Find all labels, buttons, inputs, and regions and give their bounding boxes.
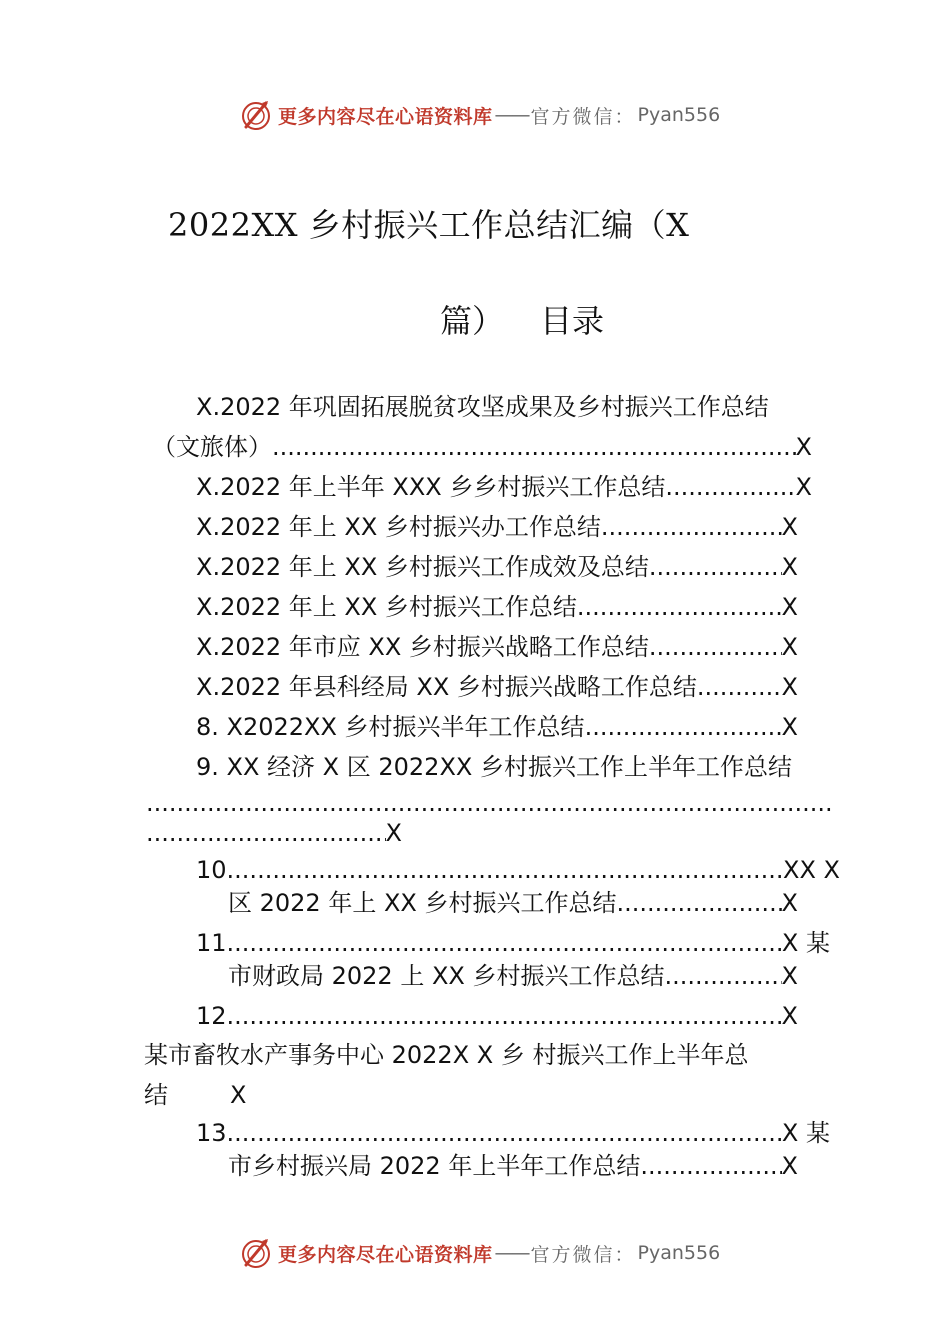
toc-entry-number: 11 <box>196 929 227 957</box>
toc-entry-8[interactable] <box>196 710 798 744</box>
toc-entry-2[interactable] <box>196 470 812 504</box>
toc-entry-1-subtitle: （文旅体） <box>152 433 272 461</box>
toc-entry-3[interactable] <box>196 510 798 544</box>
toc-leader-dots <box>664 959 781 993</box>
toc-entry-1-title: X.2022 年巩固拓展脱贫攻坚成果及乡村振兴工作总结 <box>196 393 769 421</box>
toc-page-number: X <box>781 889 798 917</box>
toc-page-number: X <box>795 433 812 461</box>
toc-leader-dots <box>585 710 782 744</box>
toc-entry-7[interactable] <box>196 670 798 704</box>
toc-entry-12-title: 某市畜牧水产事务中心 2022X X 乡 村振兴工作上半年总 <box>144 1041 749 1069</box>
toc-entry-text: X.2022 年上半年 XXX 乡乡村振兴工作总结 <box>196 473 666 501</box>
toc-leader-dots <box>665 470 795 504</box>
toc-entry-12-title-end <box>144 1078 246 1112</box>
toc-entry-text: 市乡村振兴局 2022 年上半年工作总结 <box>228 1152 641 1180</box>
toc-entry-text: 市财政局 2022 上 XX 乡村振兴工作总结 <box>228 962 665 990</box>
toc-entry-tail: XX X <box>783 856 840 884</box>
toc-entry-text: X.2022 年上 XX 乡村振兴工作成效及总结 <box>196 553 649 581</box>
toc-entry-12-number-row[interactable] <box>196 999 798 1033</box>
toc-entry-text: 8. X2022XX 乡村振兴半年工作总结 <box>196 713 585 741</box>
toc-entry-tail: X <box>781 1002 798 1030</box>
toc-entry-1[interactable] <box>152 430 812 464</box>
toc-leader-dots <box>577 590 782 624</box>
toc-page-number: X <box>781 673 798 701</box>
toc-entry-number: 13 <box>196 1119 227 1147</box>
toc-entry-9-leader-row <box>146 786 832 820</box>
toc-page-number: X <box>781 713 798 741</box>
bottom-banner <box>0 1233 950 1273</box>
toc-entry-text: X.2022 年市应 XX 乡村振兴战略工作总结 <box>196 633 649 661</box>
toc-leader-dots <box>146 816 386 850</box>
toc-entry-text: X.2022 年上 XX 乡村振兴办工作总结 <box>196 513 601 541</box>
toc-entry-text: 区 2022 年上 XX 乡村振兴工作总结 <box>228 889 617 917</box>
toc-page-number: X <box>781 593 798 621</box>
toc-entry-6[interactable] <box>196 630 798 664</box>
toc-entry-5[interactable] <box>196 590 798 624</box>
toc-entry-tail: X 某 <box>781 929 830 957</box>
toc-entry-number: 12 <box>196 1002 227 1030</box>
toc-page-number: X <box>781 633 798 661</box>
toc-leader-dots <box>272 430 796 464</box>
toc-leader-dots <box>227 1116 782 1150</box>
toc-entry-text: X.2022 年上 XX 乡村振兴工作总结 <box>196 593 577 621</box>
toc-leader-dots <box>649 550 782 584</box>
title-pian: 篇） <box>440 302 505 340</box>
toc-entry-13-number-row[interactable] <box>196 1116 830 1150</box>
banner-wechat-label: 官方微信： <box>530 105 636 128</box>
banner-dash: —— <box>494 1242 529 1264</box>
toc-leader-dots <box>146 786 832 820</box>
toc-leader-dots <box>649 630 782 664</box>
toc-leader-dots <box>697 670 782 704</box>
brand-logo-icon <box>238 1235 274 1271</box>
banner-wechat-id: Pyan556 <box>637 1242 721 1264</box>
toc-leader-dots <box>640 1149 781 1183</box>
document-title-line1: 2022XX 乡村振兴工作总结汇编（X <box>168 206 690 244</box>
toc-leader-dots <box>616 886 781 920</box>
toc-leader-dots <box>227 853 784 887</box>
toc-leader-dots <box>227 926 782 960</box>
toc-entry-4[interactable] <box>196 550 798 584</box>
banner-brand-text: 更多内容尽在心语资料库 <box>278 1243 493 1266</box>
toc-entry-9[interactable] <box>146 816 402 850</box>
toc-entry-13[interactable] <box>228 1149 798 1183</box>
toc-entry-11[interactable] <box>228 959 798 993</box>
toc-page-number: X <box>781 962 798 990</box>
banner-dash: —— <box>494 104 529 126</box>
toc-entry-number: 10 <box>196 856 227 884</box>
toc-page-number: X <box>795 473 812 501</box>
top-banner <box>0 95 950 135</box>
toc-entry-text: 结 <box>144 1081 168 1109</box>
toc-page-number: X <box>781 513 798 541</box>
document-title-line2 <box>440 296 604 342</box>
toc-entry-tail: X 某 <box>781 1119 830 1147</box>
toc-entry-10-number-row[interactable] <box>196 853 840 887</box>
banner-wechat-id: Pyan556 <box>637 104 721 126</box>
toc-page-number: X <box>781 1152 798 1180</box>
toc-entry-10[interactable] <box>228 886 798 920</box>
toc-leader-dots <box>601 510 782 544</box>
toc-entry-9-title: 9. XX 经济 X 区 2022XX 乡村振兴工作上半年工作总结 <box>196 753 792 781</box>
toc-leader-dots <box>227 999 782 1033</box>
brand-logo-icon <box>238 97 274 133</box>
banner-wechat-label: 官方微信： <box>530 1243 636 1266</box>
toc-page-number: X <box>781 553 798 581</box>
banner-brand-text: 更多内容尽在心语资料库 <box>278 105 493 128</box>
toc-page-number: X <box>385 819 402 847</box>
toc-entry-11-number-row[interactable] <box>196 926 830 960</box>
toc-page-number: X <box>230 1081 247 1109</box>
title-mulu: 目录 <box>540 302 605 340</box>
toc-entry-text: X.2022 年县科经局 XX 乡村振兴战略工作总结 <box>196 673 697 701</box>
